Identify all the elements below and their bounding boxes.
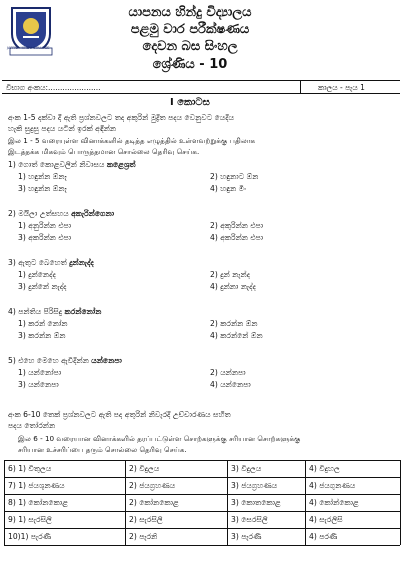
question-stem: 2) මයිලා උත්සහය අකැරින්ගෙනා [8, 209, 115, 218]
answer-option[interactable]: 1) කරන් නෝන [18, 319, 68, 328]
question-stem: 5) එහෙ මෙහෙ ඇවිදින්න යන්නෙපා [8, 356, 122, 365]
section2-instruction-line1: අංක 6-10 තෙක් ප්‍රශ්නවලට ඇති පද අතුරින් නිවැරදි උච්චාරණය සහිත [8, 410, 231, 419]
grid-option[interactable]: 4) කෝන්කොළ [309, 498, 359, 507]
grid-option[interactable]: 4) විදුහල [309, 464, 340, 473]
exam-name: පළමු වාර පරීක්ෂණය [130, 22, 250, 37]
grid-col-line [305, 460, 306, 545]
answer-option[interactable]: 3) අකරින්න එපා [18, 233, 72, 242]
grid-option[interactable]: 2) සැරසිලි [129, 515, 163, 524]
grid-col-line [400, 460, 401, 545]
answer-option[interactable]: 2) අකුරින්න එපා [210, 221, 264, 230]
grid-row-line [4, 460, 400, 461]
section1-instruction-line1: අංක 1-5 දක්වා දී ඇති ප්‍රශ්නවලට තද අකුරින් මුද්‍රිත පදය වෙනුවට යෙදිය [8, 113, 235, 122]
question-bold-word: දුන්නැද්ද [69, 258, 94, 267]
grid-option[interactable]: 9) 1) සැරසිලි [8, 515, 52, 524]
index-label: විභාග අංකය:...................... [6, 83, 101, 92]
grid-option[interactable]: 4) ජයගුනණය [309, 481, 356, 490]
answer-option[interactable]: 3) යන්නෙපා [18, 380, 59, 389]
grid-option[interactable]: 2) පැරනි [129, 532, 158, 541]
grid-option[interactable]: 6) 1) විතුලය [8, 464, 52, 473]
grid-option[interactable]: 3) ජයග්‍රහණය [231, 481, 278, 490]
school-name: යාපනය හින්දු විද්‍යාලය [128, 5, 252, 20]
answer-option[interactable]: 3) හඳුන්න ඕනෑ [18, 184, 67, 193]
question-bold-word: කරන්නෝන [64, 307, 102, 316]
grid-option[interactable]: 3) පැරණි [231, 532, 262, 541]
grid-col-line [125, 460, 126, 545]
grade-label: ශ්‍රේණිය - 10 [152, 57, 228, 72]
grid-option[interactable]: 2) ජයග්‍රහණය [129, 481, 176, 490]
grid-option[interactable]: 3) කොතකොළ [231, 498, 281, 507]
answer-option[interactable]: 4) කරන්නේ ඕන [210, 331, 263, 340]
answer-option[interactable]: 3) කරන්න ඕන [18, 331, 66, 340]
grid-col-line [227, 460, 228, 545]
grid-option[interactable]: 4) පරණි [309, 532, 338, 541]
section1-tamil-line2: இடத்தக்க மிகவும் பொருத்தமான சொல்லை தெரிவு செய்க. [8, 147, 200, 156]
answer-option[interactable]: 2) හඳුනාට ඕන [210, 172, 259, 181]
section2-tamil-line2: சரியான உச்சரிப்பை தரும் சொல்லை தெரிவு செய்க. [18, 445, 187, 454]
grid-row-line [4, 477, 400, 478]
logo-text: JAFFNA HINDU COLLEGE [7, 46, 50, 50]
time-label: කාලය - පැය 1 [318, 83, 365, 92]
answer-option[interactable]: 1) හඳුන්න ඕනෑ [18, 172, 67, 181]
question-bold-word: කළ‍ෙශ්‍රත් [106, 160, 136, 169]
question-bold-word: අකැරින්ගෙනා [71, 209, 115, 218]
section1-tamil-line1: இல 1 - 5 வரையுள்ள வினாக்களில் தடித்த எழுத்தில் உள்ளவற்றுக்கு பதிலாக [8, 136, 256, 145]
answer-option[interactable]: 1) යන්නෝපා [18, 368, 62, 377]
answer-option[interactable]: 2) යන්නපා [210, 368, 246, 377]
subject-name: දෙවන බස සිංහල [142, 39, 238, 54]
answer-option[interactable]: 4) දුන්නා නැද්ද [210, 282, 256, 291]
section2-tamil-line1: இல 6 - 10 வரையான வினாக்களில் தரப்பட்டுள்ள சொற்களுக்கு சரியான சொற்களுக்கு [18, 434, 301, 443]
answer-option[interactable]: 4) හඳුන මිං [210, 184, 247, 193]
grid-row-line [4, 511, 400, 512]
answer-option[interactable]: 3) දුන්නේ නැද්ද [18, 282, 67, 291]
part-title: I කොටස [170, 97, 210, 108]
answer-option[interactable]: 4) අකරින්න එපා [210, 233, 264, 242]
question-stem: 4) පන්තිය පිරිසිදු කරන්නෝන [8, 307, 102, 316]
meta-divider [300, 80, 301, 93]
grid-option[interactable]: 4) සැරලිසි [309, 515, 343, 524]
answer-option[interactable]: 2) කරන්න ඕන [210, 319, 258, 328]
grid-option[interactable]: 10)1) පැරණි [8, 532, 52, 541]
answer-option[interactable]: 1) අනුරින්න එපා [18, 221, 72, 230]
question-stem: 3) ඇතුට බෙහෙත් දුන්නැද්ද [8, 258, 94, 267]
grid-option[interactable]: 3) සෙරසිලි [231, 515, 268, 524]
grid-option[interactable]: 2) කෝනකොළ [129, 498, 179, 507]
question-bold-word: යන්නෙපා [91, 356, 122, 365]
grid-row-line [4, 528, 400, 529]
answer-option[interactable]: 1) දුන්නෙද්ද [18, 270, 56, 279]
grid-option[interactable]: 7) 1) ජයශුනණය [8, 481, 65, 490]
question-stem: 1) ගොත් කොළවලින් නිවාසය කළ‍ෙශ්‍රත් [8, 160, 136, 169]
section2-instruction-line2: පදය තෝරන්න [8, 421, 56, 430]
section1-instruction-line2: හැකි සුදුසු පදය යටින් ඉරක් අඳින්න [8, 124, 117, 133]
grid-option[interactable]: 2) විදුලය [129, 464, 160, 473]
answer-option[interactable]: 2) දුන් නැන්ද [210, 270, 250, 279]
grid-option[interactable]: 8) 1) කෝනකොළ [8, 498, 69, 507]
grid-row-line [4, 494, 400, 495]
grid-option[interactable]: 3) විදුලය [231, 464, 262, 473]
answer-option[interactable]: 4) යන්නෙපා [210, 380, 251, 389]
grid-row-line [4, 545, 400, 546]
top-rule [2, 80, 400, 81]
meta-rule [2, 93, 400, 94]
grid-col-line [4, 460, 5, 545]
